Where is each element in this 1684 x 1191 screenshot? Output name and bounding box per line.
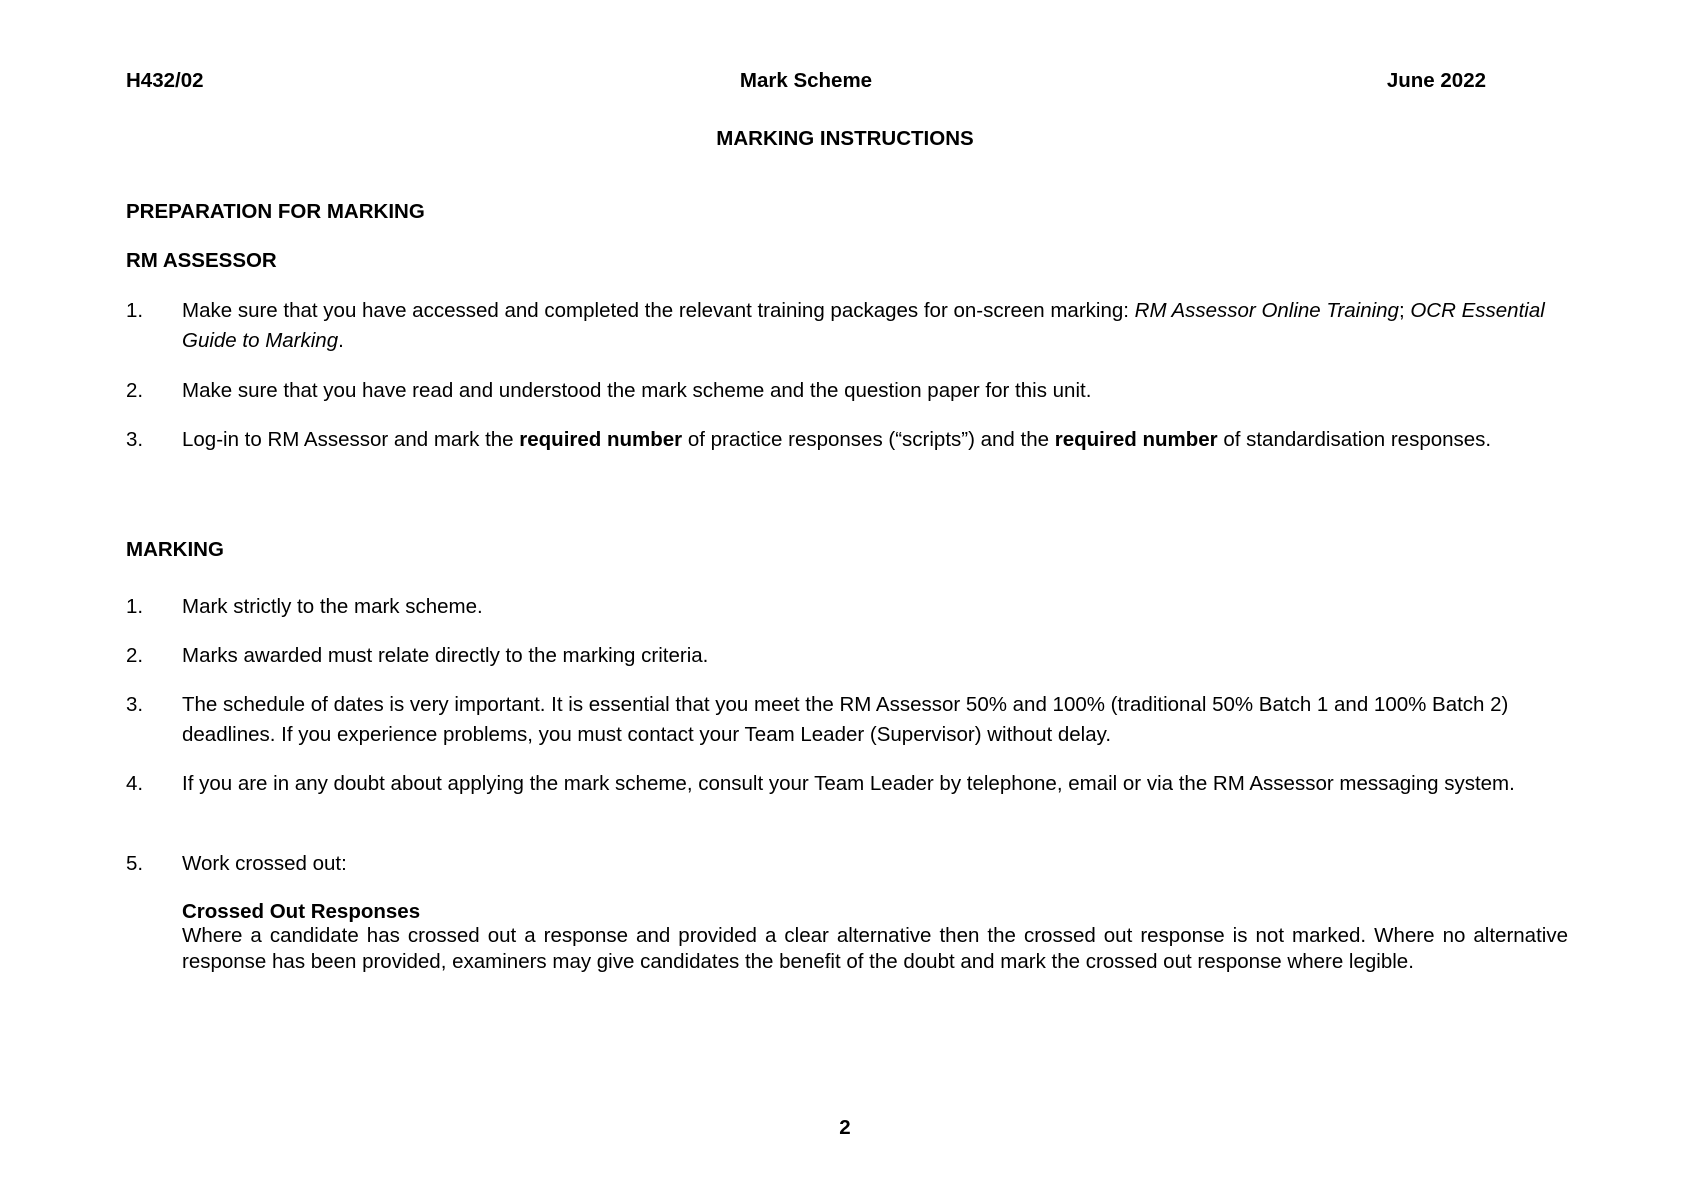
list-number: 5. [126, 852, 144, 875]
marking-item-4 [126, 769, 1566, 799]
crossed-out-paragraph: Where a candidate has crossed out a response and provided a clear alternative then the crossed out response is not marked. Where no alternative response has been provided, examiners may give candidates the benefit of the doubt and mark the crossed out response where legible. [182, 924, 1568, 973]
page-header [126, 69, 1486, 95]
preparation-item-2 [126, 376, 1566, 406]
list-text: Work crossed out: [182, 852, 347, 875]
preparation-heading: PREPARATION FOR MARKING [126, 200, 425, 223]
header-date: June 2022 [1386, 69, 1486, 92]
list-text: Make sure that you have read and understood the mark scheme and the question paper for this unit. [182, 379, 1092, 402]
list-number: 3. [126, 428, 144, 451]
list-number: 1. [126, 299, 144, 322]
header-paper-code: H432/02 [126, 69, 204, 92]
list-text: Marks awarded must relate directly to the marking criteria. [182, 644, 709, 667]
list-text: If you are in any doubt about applying the mark scheme, consult your Team Leader by telephone, email or via the RM Assessor messaging system. [182, 772, 1515, 795]
crossed-out-heading: Crossed Out Responses [182, 900, 421, 923]
marking-item-5 [126, 849, 1566, 879]
list-text: Mark strictly to the mark scheme. [182, 595, 483, 618]
list-number: 2. [126, 379, 144, 402]
header-document-type: Mark Scheme [739, 69, 873, 92]
list-number: 2. [126, 644, 144, 667]
marking-item-3 [126, 690, 1566, 750]
list-text: Log-in to RM Assessor and mark the required number of practice responses (“scripts”) and the required number of standardisation responses. [182, 428, 1492, 451]
marking-item-2 [126, 641, 1566, 671]
preparation-item-1 [126, 296, 1566, 356]
page-title: MARKING INSTRUCTIONS [716, 127, 974, 150]
list-number: 4. [126, 772, 144, 795]
marking-item-1 [126, 592, 1566, 622]
list-number: 3. [126, 693, 144, 716]
preparation-item-3 [126, 425, 1566, 455]
rm-assessor-heading: RM ASSESSOR [126, 249, 277, 272]
list-number: 1. [126, 595, 144, 618]
list-text: Make sure that you have accessed and completed the relevant training packages for on-screen marking: RM Assessor Online Training; OCR Essential Guide to Marking. [182, 299, 1545, 352]
page-number: 2 [839, 1116, 851, 1139]
list-text: The schedule of dates is very important. It is essential that you meet the RM Assessor 50% and 100% (traditional 50% Batch 1 and 100% Batch 2) deadlines. If you experience problems, you must contact your Team Leader (Supervisor) without delay. [182, 693, 1509, 746]
marking-heading: MARKING [126, 538, 224, 561]
